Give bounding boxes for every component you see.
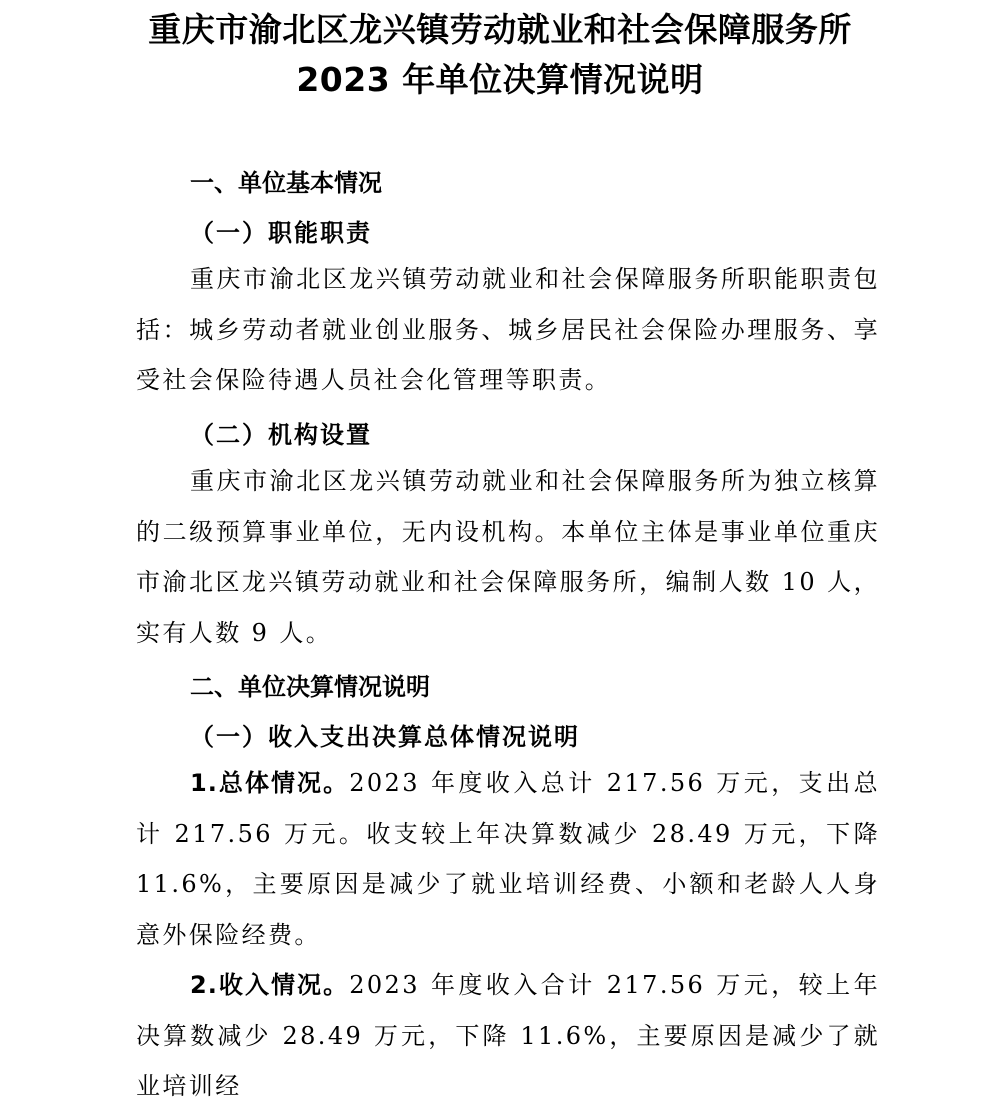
item-1-lead: 1.总体情况。 xyxy=(190,769,350,797)
section-2-heading: 二、单位决算情况说明 xyxy=(190,673,430,701)
section-1-1-paragraph: 重庆市渝北区龙兴镇劳动就业和社会保障服务所职能职责包括：城乡劳动者就业创业服务、城乡居民社会保险办理服务、享受社会保险待遇人员社会化管理等职责。 xyxy=(136,265,880,394)
document-title-line-2: 2023 年单位决算情况说明 xyxy=(296,60,704,99)
item-2-text: 2023 年度收入合计 217.56 万元，较上年决算数减少 28.49 万元，下降 11.6%，主要原因是减少了就业培训经 xyxy=(136,971,880,1100)
section-1-2-heading: （二）机构设置 xyxy=(190,420,372,449)
section-2-1-item-2-paragraph xyxy=(136,960,880,1112)
item-1-text: 2023 年度收入总计 217.56 万元，支出总计 217.56 万元。收支较上年决算数减少 28.49 万元，下降 11.6%，主要原因是减少了就业培训经费、小额和老龄人人身意外保险经费。 xyxy=(136,769,880,949)
item-2-lead: 2.收入情况。 xyxy=(190,971,350,999)
section-2-1-item-1-paragraph xyxy=(136,758,880,960)
section-2-1-heading: （一）收入支出决算总体情况说明 xyxy=(190,722,580,751)
section-1-heading: 一、单位基本情况 xyxy=(190,169,382,197)
section-1-1-heading: （一）职能职责 xyxy=(190,218,372,247)
section-1-2-paragraph: 重庆市渝北区龙兴镇劳动就业和社会保障服务所为独立核算的二级预算事业单位，无内设机构。本单位主体是事业单位重庆市渝北区龙兴镇劳动就业和社会保障服务所，编制人数 10 人，实有人数 9 人。 xyxy=(136,467,880,647)
document-title-line-1: 重庆市渝北区龙兴镇劳动就业和社会保障服务所 xyxy=(148,10,852,49)
